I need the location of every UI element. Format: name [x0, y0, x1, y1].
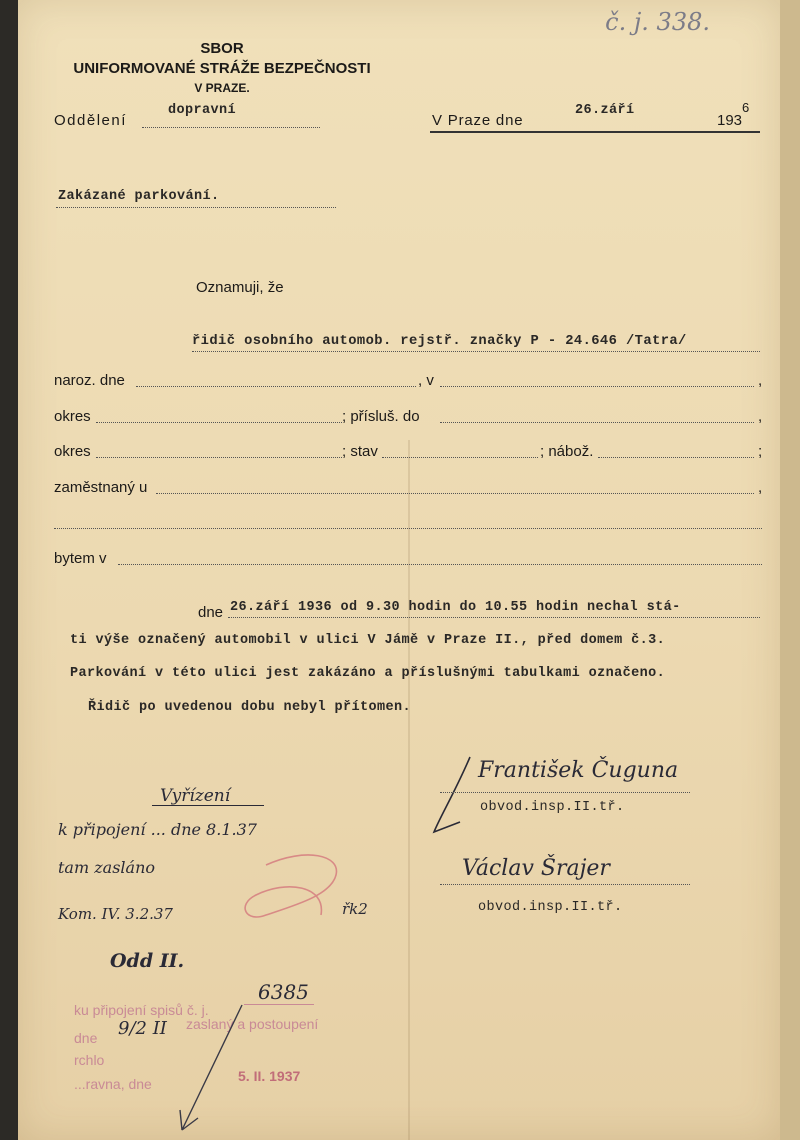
- stamp-line-1: ku připojení spisů č. j.: [74, 1002, 209, 1018]
- arrow-mark: [172, 1000, 252, 1140]
- employed-line-2: [54, 528, 762, 529]
- department-line: [142, 127, 320, 128]
- stamp-number: 6385: [258, 980, 309, 1004]
- document-right-edge: [780, 0, 800, 1140]
- department-label: Oddělení: [54, 112, 127, 129]
- rank-1: obvod.insp.II.tř.: [480, 800, 625, 815]
- body-line-4: Řidič po uvedenou dobu nebyl přítomen.: [88, 700, 412, 715]
- handwritten-note-2: k připojení ... dne 8.1.37: [58, 820, 257, 839]
- handwritten-note-3: tam zasláno: [58, 858, 155, 877]
- religion-line: [598, 457, 754, 458]
- body-dne-label: dne: [198, 604, 224, 621]
- handwritten-note-4: Kom. IV. 3.2.37: [58, 905, 173, 923]
- belong-line: [440, 422, 754, 423]
- document-left-edge: [0, 0, 18, 1140]
- signature-1: František Čuguna: [478, 758, 679, 783]
- born-label: naroz. dne: [54, 372, 125, 389]
- stamp-line-4: ...ravna, dne: [74, 1076, 152, 1092]
- status-label: ; stav: [342, 443, 378, 460]
- signature-1-flourish: [430, 752, 490, 842]
- residence-line: [118, 564, 762, 565]
- body-line-1-underline: [228, 617, 760, 618]
- body-line-3: Parkování v této ulici jest zakázáno a příslušnými tabulkami označeno.: [70, 666, 666, 681]
- born-place-line: [440, 386, 754, 387]
- religion-semicolon: ;: [758, 443, 763, 460]
- date-year-suffix: 6: [742, 100, 750, 115]
- stamp-date-handwritten: 9/2 II: [118, 1018, 167, 1039]
- handwritten-note-6: řk2: [342, 900, 368, 918]
- rank-2: obvod.insp.II.tř.: [478, 900, 623, 915]
- born-date-line: [136, 386, 416, 387]
- header-line-3: V PRAZE.: [194, 81, 250, 95]
- handwritten-note-1: Vyřízení: [160, 786, 231, 806]
- subject-line: [56, 207, 336, 208]
- stamp-date: 5. II. 1937: [238, 1068, 301, 1084]
- born-separator: , v: [418, 372, 434, 389]
- body-line-1: 26.září 1936 od 9.30 hodin do 10.55 hodin nechal stá-: [230, 600, 681, 615]
- signature-2-line: [440, 884, 690, 885]
- belong-label: ; přísluš. do: [342, 408, 420, 425]
- paper-fold: [408, 440, 410, 1140]
- district2-line: [96, 457, 342, 458]
- handwritten-note-1-line: [152, 805, 264, 806]
- signature-2: Václav Šrajer: [462, 856, 610, 881]
- announce-text: Oznamuji, že: [196, 279, 284, 296]
- religion-label: ; nábož.: [540, 443, 594, 460]
- employed-line: [156, 493, 754, 494]
- born-comma: ,: [758, 372, 763, 389]
- residence-label: bytem v: [54, 550, 107, 567]
- stamp-line-2: dne: [74, 1030, 98, 1046]
- subject: Zakázané parkování.: [58, 189, 220, 204]
- stamp-number-line: [244, 1004, 314, 1005]
- department-value: dopravní: [168, 103, 237, 118]
- district-line: [96, 422, 342, 423]
- reference-note: č. j. 338.: [605, 8, 710, 36]
- date-line: [430, 131, 760, 133]
- stamp-line-3: rchlo: [74, 1052, 105, 1068]
- employed-comma: ,: [758, 479, 763, 496]
- date-day-month: 26.září: [575, 103, 635, 118]
- driver-underline: [192, 351, 760, 352]
- status-line: [382, 457, 538, 458]
- date-year-prefix: 193: [717, 112, 743, 129]
- district2-label: okres: [54, 443, 91, 460]
- body-line-2: ti výše označený automobil v ulici V Jámě v Praze II., před domem č.3.: [70, 633, 666, 648]
- header-line-1: SBOR: [200, 40, 244, 57]
- handwritten-note-5: Odd II.: [110, 950, 185, 972]
- stamp-line-2b: zaslaný a postoupení: [186, 1016, 319, 1032]
- header-line-2: UNIFORMOVANÉ STRÁŽE BEZPEČNOSTI: [73, 60, 371, 77]
- red-pen-flourish: [226, 845, 356, 935]
- district-label: okres: [54, 408, 91, 425]
- driver-line: řidič osobního automob. rejstř. značky P - 24.646 /Tatra/: [192, 334, 687, 349]
- date-label: V Praze dne: [432, 112, 524, 129]
- employed-label: zaměstnaný u: [54, 479, 148, 496]
- belong-comma: ,: [758, 408, 763, 425]
- signature-1-line: [440, 792, 690, 793]
